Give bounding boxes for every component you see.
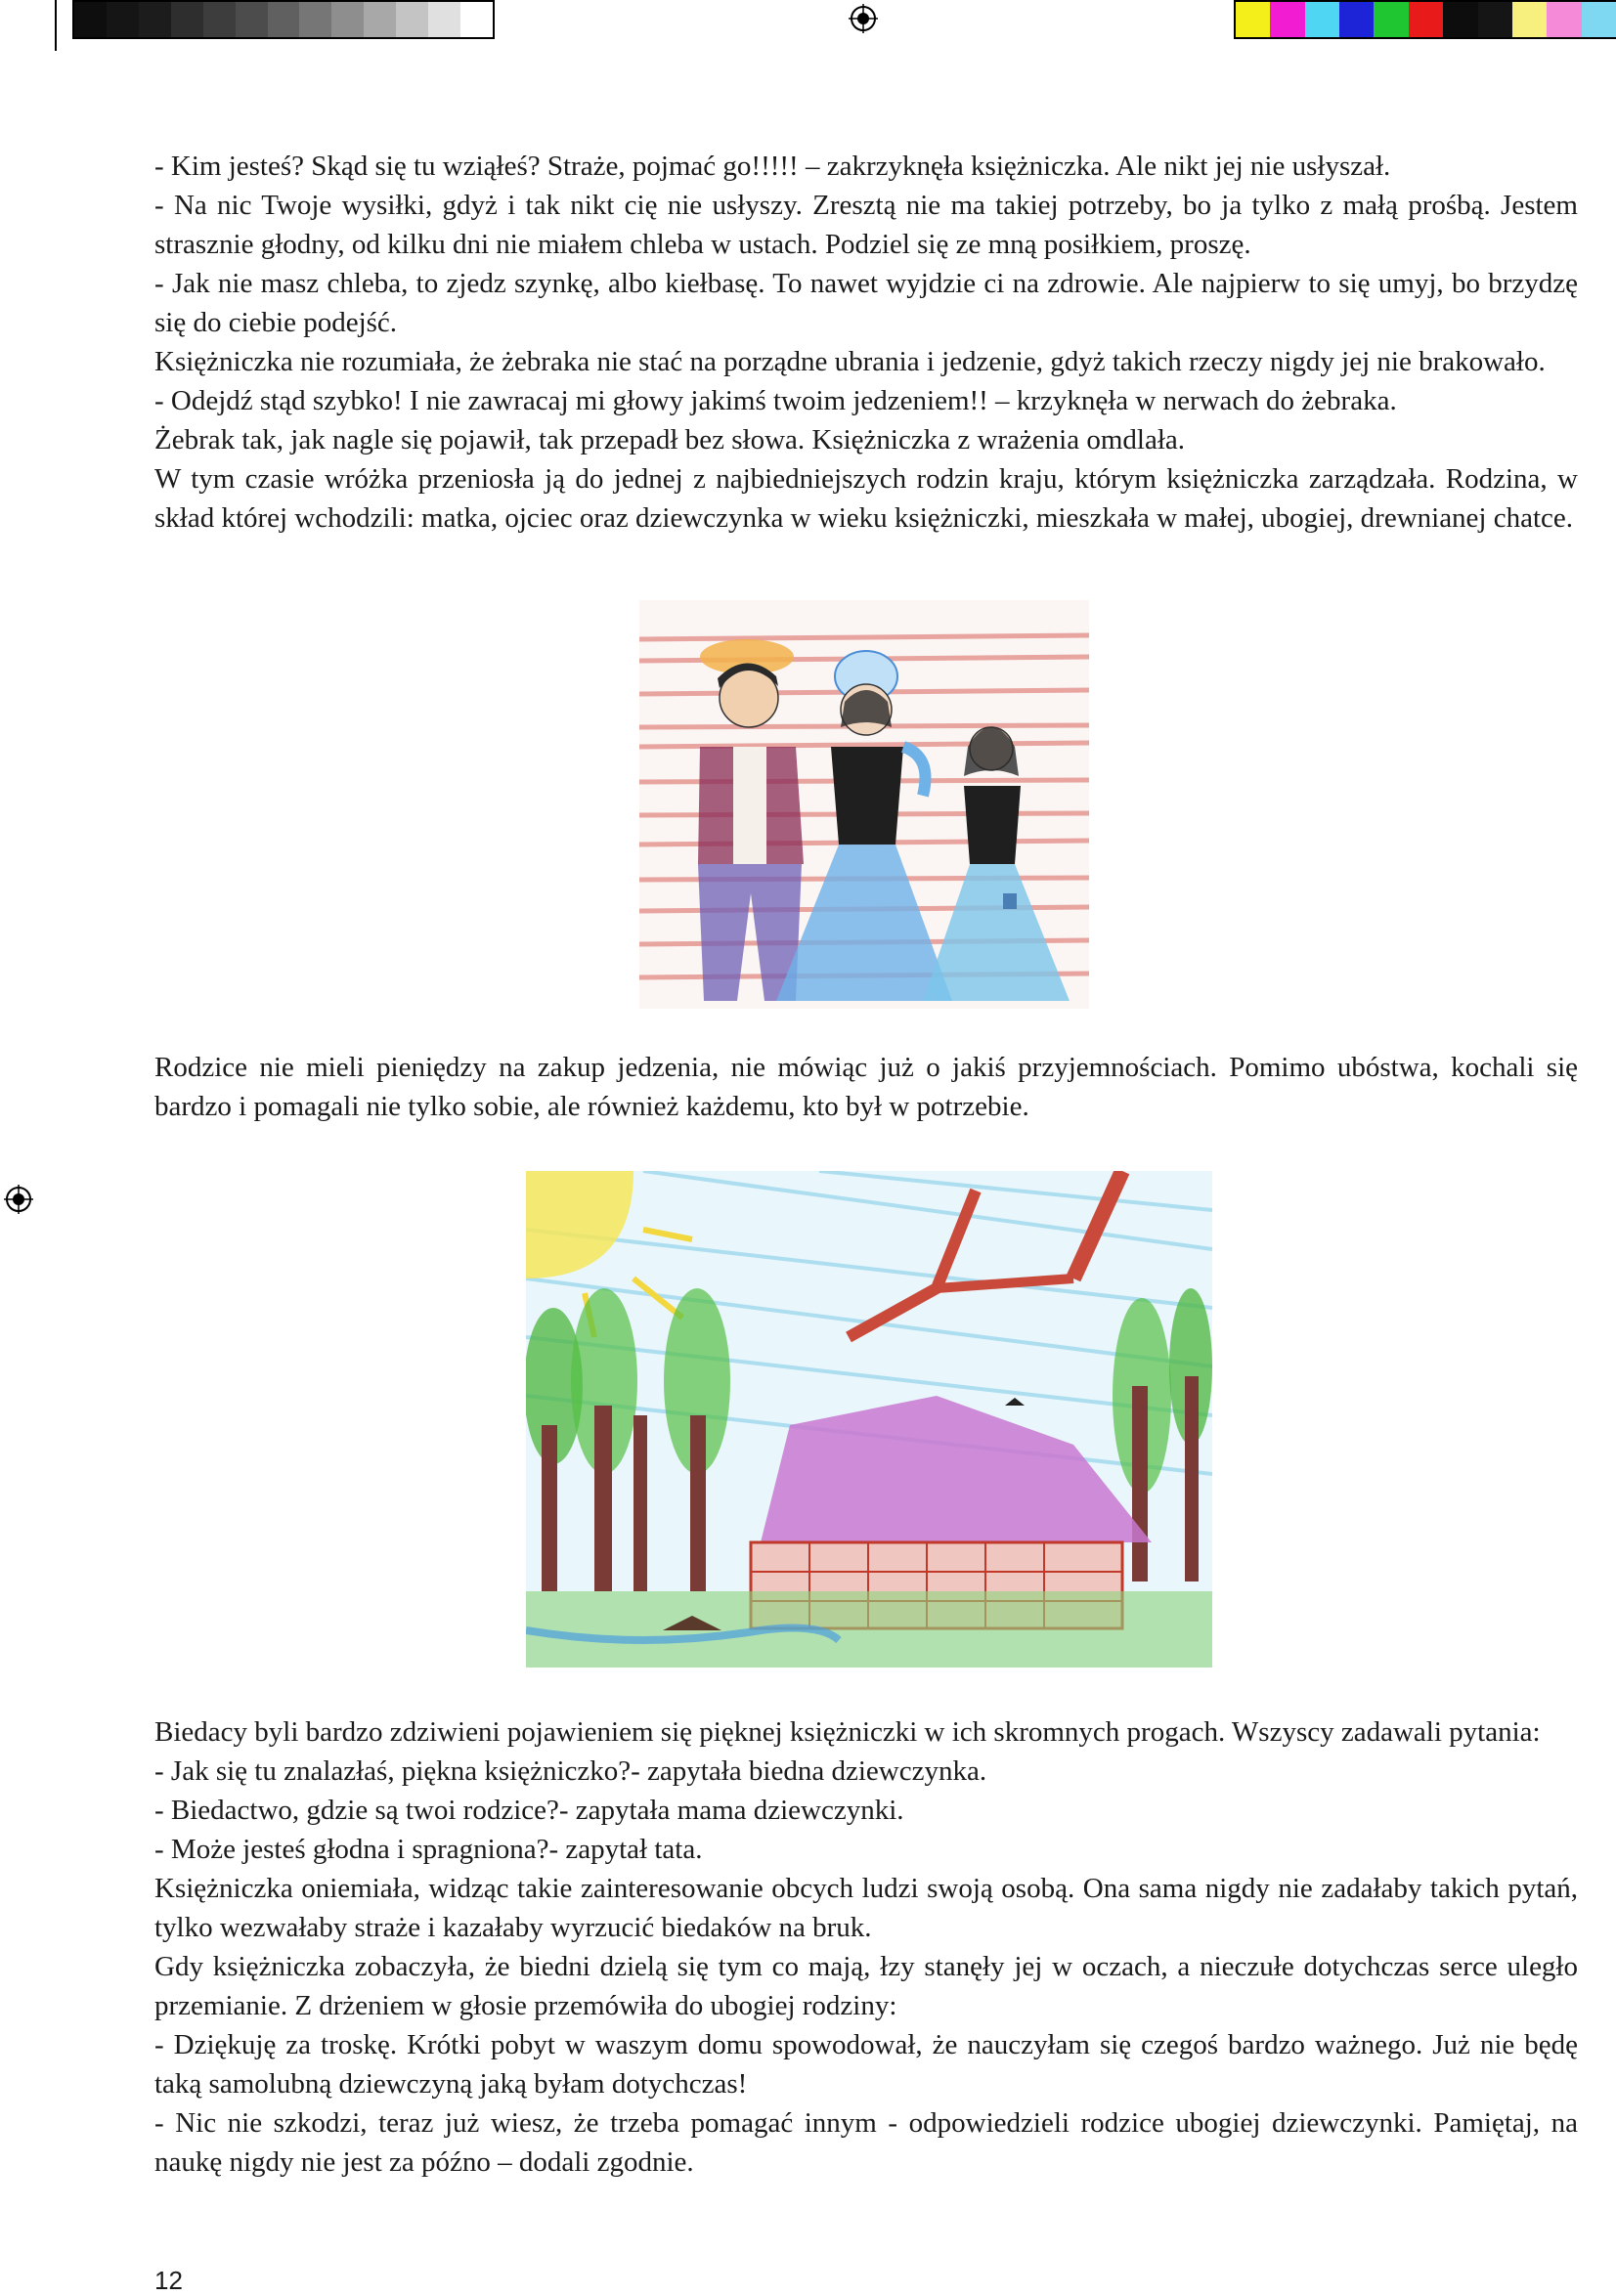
paragraph: - Nic nie szkodzi, teraz już wiesz, że trzeba pomagać innym - odpowiedzieli rodzice ubogiej dziewczynki. Pamiętaj, na naukę nigdy nie jest za późno – dodali zgodnie. — [154, 2107, 1578, 2178]
family-drawing — [639, 600, 1089, 1009]
paragraph: Rodzice nie mieli pieniędzy na zakup jedzenia, nie mówiąc już o jakiś przyjemnościach. Pomimo ubóstwa, kochali się bardzo i pomagali nie tylko sobie, ale również każdemu, kto był w potrzebie. — [154, 1052, 1578, 1122]
gray-swatch — [428, 2, 460, 37]
gray-swatch — [460, 2, 493, 37]
paragraph: - Dziękuję za troskę. Krótki pobyt w waszym domu spowodował, że nauczyłam się czegoś bardzo ważnego. Już nie będę taką samolubną dziewczyną jaką byłam dotychczas! — [154, 2029, 1578, 2100]
gray-swatch — [236, 2, 268, 37]
gray-swatch — [171, 2, 203, 37]
color-swatch — [1339, 2, 1374, 37]
story-text-top — [154, 147, 1578, 538]
paragraph: Gdy księżniczka zobaczyła, że biedni dzielą się tym co mają, łzy stanęły jej w oczach, a nieczułe dotychczas serce uległo przemianie. Z drżeniem w głosie przemówiła do ubogiej rodziny: — [154, 1951, 1578, 2021]
paragraph: W tym czasie wróżka przeniosła ją do jednej z najbiedniejszych rodzin kraju, którym księżniczka zarządzała. Rodzina, w skład której wchodzili: matka, ojciec oraz dziewczynka w wieku księżniczki, mieszkała w małej, ubogiej, drewnianej chatce. — [154, 463, 1578, 534]
color-swatch — [1512, 2, 1547, 37]
color-swatch — [1236, 2, 1270, 37]
registration-target-icon — [4, 1185, 33, 1214]
story-text-bottom — [154, 1712, 1578, 2182]
cottage-drawing — [526, 1171, 1212, 1668]
gray-swatch — [139, 2, 171, 37]
paragraph: Żebrak tak, jak nagle się pojawił, tak przepadł bez słowa. Księżniczka z wrażenia omdlała. — [154, 424, 1186, 455]
crop-line — [55, 0, 57, 51]
paragraph: - Na nic Twoje wysiłki, gdyż i tak nikt cię nie usłyszy. Zresztą nie ma takiej potrzeby, bo ja tylko z małą prośbą. Jestem strasznie głodny, od kilku dni nie miałem chleba w ustach. Podziel się ze mną posiłkiem, proszę. — [154, 190, 1578, 260]
gray-scale-bar — [72, 0, 495, 39]
color-swatch — [1582, 2, 1616, 37]
paragraph: Biedacy byli bardzo zdziwieni pojawieniem się pięknej księżniczki w ich skromnych progach. Wszyscy zadawali pytania: — [154, 1716, 1541, 1748]
color-swatch — [1443, 2, 1477, 37]
gray-swatch — [364, 2, 396, 37]
gray-swatch — [203, 2, 236, 37]
paragraph: - Odejdź stąd szybko! I nie zawracaj mi głowy jakimś twoim jedzeniem!! – krzyknęła w nerwach do żebraka. — [154, 385, 1397, 416]
color-swatch — [1547, 2, 1581, 37]
paragraph: - Jak nie masz chleba, to zjedz szynkę, albo kiełbasę. To nawet wyjdzie ci na zdrowie. Ale najpierw to się umyj, bo brzydzę się do ciebie podejść. — [154, 268, 1578, 338]
paragraph: Księżniczka nie rozumiała, że żebraka nie stać na porządne ubrania i jedzenie, gdyż takich rzeczy nigdy jej nie brakowało. — [154, 346, 1546, 377]
registration-target-icon — [849, 4, 878, 33]
gray-swatch — [396, 2, 428, 37]
color-swatch — [1305, 2, 1339, 37]
color-calibration-bar — [1234, 0, 1616, 39]
page-number: 12 — [154, 2266, 183, 2295]
paragraph: - Jak się tu znalazłaś, piękna księżniczko?- zapytała biedna dziewczynka. — [154, 1755, 987, 1787]
paragraph: - Biedactwo, gdzie są twoi rodzice?- zapytała mama dziewczynki. — [154, 1795, 904, 1826]
color-swatch — [1270, 2, 1304, 37]
color-swatch — [1409, 2, 1443, 37]
color-swatch — [1374, 2, 1408, 37]
gray-swatch — [268, 2, 300, 37]
paragraph: - Kim jesteś? Skąd się tu wziąłeś? Straże, pojmać go!!!!! – zakrzyknęła księżniczka. Ale nikt jej nie usłyszał. — [154, 151, 1391, 182]
gray-swatch — [74, 2, 107, 37]
gray-swatch — [107, 2, 139, 37]
story-text-middle — [154, 1048, 1578, 1126]
gray-swatch — [331, 2, 364, 37]
paragraph: - Może jesteś głodna i spragniona?- zapytał tata. — [154, 1834, 703, 1865]
color-swatch — [1478, 2, 1512, 37]
gray-swatch — [299, 2, 331, 37]
paragraph: Księżniczka oniemiała, widząc takie zainteresowanie obcych ludzi swoją osobą. Ona sama nigdy nie zadałaby takich pytań, tylko wezwałaby straże i kazałaby wyrzucić biedaków na bruk. — [154, 1873, 1578, 1943]
